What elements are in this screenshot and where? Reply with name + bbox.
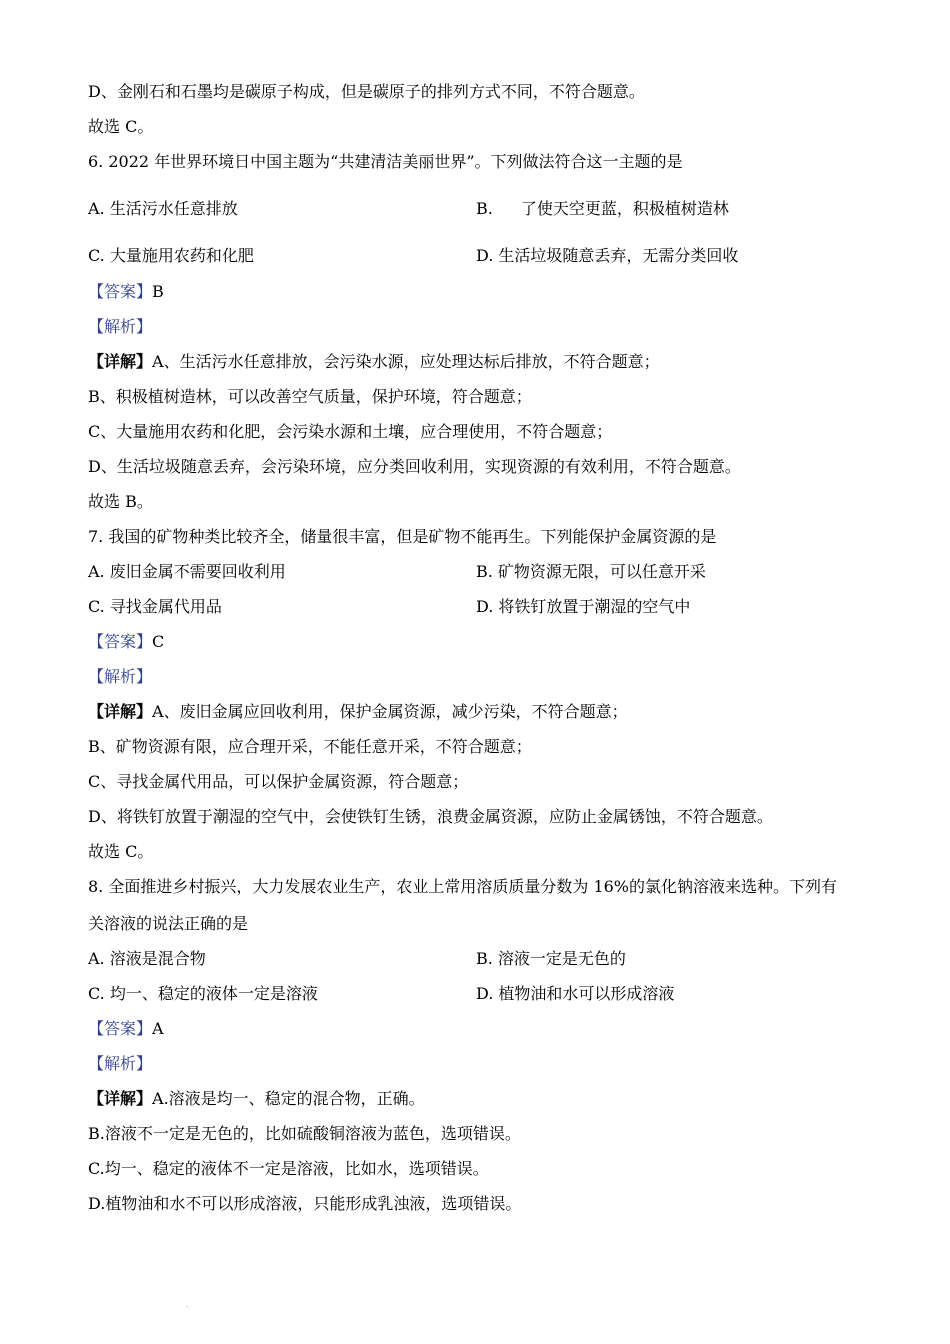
q8-detail-tag: 【详解】 [88, 1089, 153, 1108]
q6-option-c: C. 大量施用农药和化肥 [88, 246, 254, 265]
q6-detail-c: C、大量施用农药和化肥，会污染水源和土壤，应合理使用，不符合题意； [88, 422, 613, 441]
q6-option-a: A. 生活污水任意排放 [88, 199, 238, 218]
q6-answer-tag: 【答案】 [88, 282, 153, 301]
footer-mark: . [186, 1300, 189, 1309]
q6-stem: 6. 2022 年世界环境日中国主题为“共建清洁美丽世界”。下列做法符合这一主题的是 [88, 152, 683, 171]
q6-option-b-letter: B. [476, 199, 493, 218]
q6-detail-a-text: A、生活污水任意排放，会污染水源，应处理达标后排放，不符合题意； [152, 352, 660, 371]
q8-detail-b: B.溶液不一定是无色的，比如硫酸铜溶液为蓝色，选项错误。 [88, 1124, 521, 1143]
q8-answer-tag: 【答案】 [88, 1019, 153, 1038]
q6-option-b [476, 199, 729, 219]
q8-option-b: B. 溶液一定是无色的 [476, 949, 626, 968]
q6-option-d: D. 生活垃圾随意丢弃，无需分类回收 [476, 246, 739, 265]
q8-option-a: A. 溶液是混合物 [88, 949, 206, 968]
q5-detail-d: D、金刚石和石墨均是碳原子构成，但是碳原子的排列方式不同，不符合题意。 [88, 82, 645, 101]
q7-option-d: D. 将铁钉放置于潮湿的空气中 [476, 597, 691, 616]
q6-detail-a [88, 352, 660, 372]
q8-answer [88, 1019, 164, 1039]
q6-analysis-tag: 【解析】 [88, 317, 153, 336]
q8-option-d: D. 植物油和水可以形成溶液 [476, 984, 675, 1003]
q8-detail-d: D.植物油和水不可以形成溶液，只能形成乳浊液，选项错误。 [88, 1194, 522, 1213]
q8-detail-a-text: A.溶液是均一、稳定的混合物，正确。 [152, 1089, 425, 1108]
q7-detail-a [88, 702, 628, 722]
q7-detail-c: C、寻找金属代用品，可以保护金属资源，符合题意； [88, 772, 469, 791]
q5-choose: 故选 C。 [88, 117, 154, 136]
q7-detail-a-text: A、废旧金属应回收利用，保护金属资源，减少污染，不符合题意； [152, 702, 628, 721]
q8-answer-value: A [152, 1019, 164, 1038]
q6-option-b-text: 了使天空更蓝，积极植树造林 [520, 199, 729, 218]
q6-detail-tag: 【详解】 [88, 352, 153, 371]
q7-option-c: C. 寻找金属代用品 [88, 597, 222, 616]
q6-choose: 故选 B。 [88, 492, 153, 511]
q8-option-c: C. 均一、稳定的液体一定是溶液 [88, 984, 318, 1003]
q8-detail-c: C.均一、稳定的液体不一定是溶液，比如水，选项错误。 [88, 1159, 489, 1178]
q7-detail-tag: 【详解】 [88, 702, 153, 721]
q7-answer [88, 632, 164, 652]
q6-detail-d: D、生活垃圾随意丢弃，会污染环境，应分类回收利用，实现资源的有效利用，不符合题意。 [88, 457, 741, 476]
q7-option-a: A. 废旧金属不需要回收利用 [88, 562, 286, 581]
q6-detail-b: B、积极植树造林，可以改善空气质量，保护环境，符合题意； [88, 387, 532, 406]
q8-detail-a [88, 1089, 425, 1109]
q8-stem-line-2: 关溶液的说法正确的是 [88, 914, 249, 933]
q7-answer-value: C [152, 632, 165, 651]
q7-stem: 7. 我国的矿物种类比较齐全，储量很丰富，但是矿物不能再生。下列能保护金属资源的是 [88, 527, 717, 546]
q7-detail-d: D、将铁钉放置于潮湿的空气中，会使铁钉生锈，浪费金属资源，应防止金属锈蚀，不符合题意。 [88, 807, 773, 826]
q7-analysis-tag: 【解析】 [88, 667, 153, 686]
q6-answer [88, 282, 164, 302]
q8-stem-line-1: 8. 全面推进乡村振兴，大力发展农业生产，农业上常用溶质质量分数为 16%的氯化钠溶液来选种。下列有 [88, 877, 838, 896]
q7-option-b: B. 矿物资源无限，可以任意开采 [476, 562, 706, 581]
q8-analysis-tag: 【解析】 [88, 1054, 153, 1073]
q7-answer-tag: 【答案】 [88, 632, 153, 651]
q7-detail-b: B、矿物资源有限，应合理开采，不能任意开采，不符合题意； [88, 737, 532, 756]
q6-answer-value: B [152, 282, 164, 301]
q7-choose: 故选 C。 [88, 842, 154, 861]
